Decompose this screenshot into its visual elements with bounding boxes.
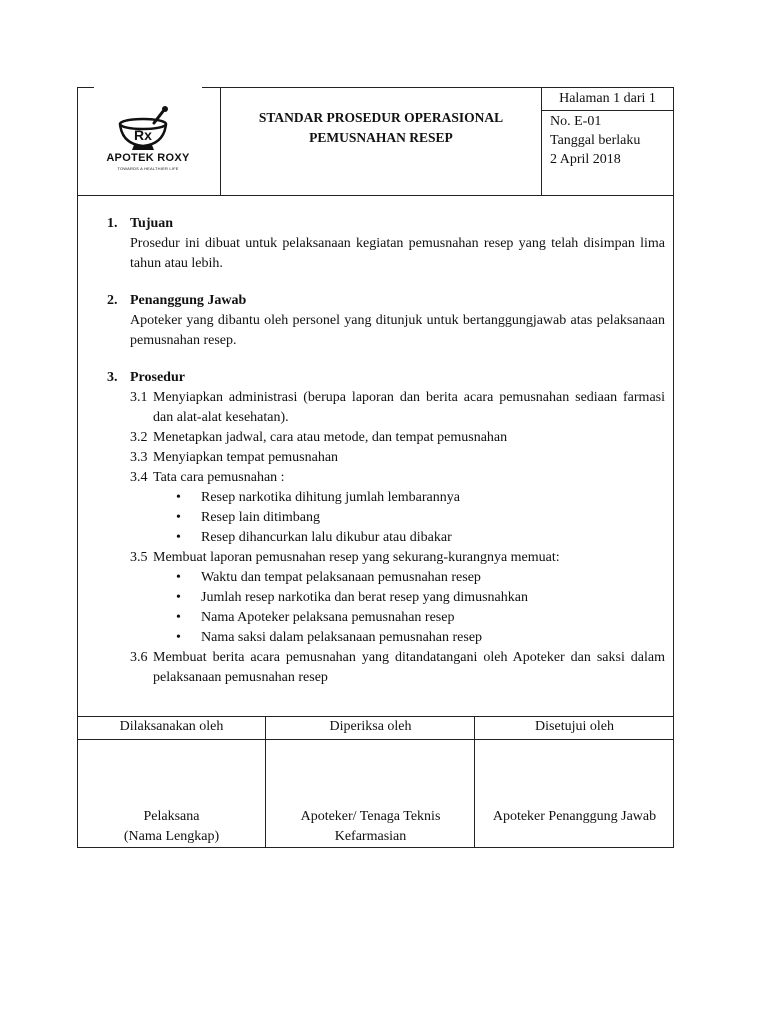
procedure-step bbox=[107, 548, 665, 568]
step-number: 3.5 bbox=[130, 550, 148, 565]
procedure-step bbox=[107, 468, 665, 488]
section-number: 3. bbox=[107, 370, 118, 385]
section-text: Prosedur ini dibuat untuk pelaksanaan kegiatan pemusnahan resep yang telah disimpan lima tahun atau lebih. bbox=[130, 236, 665, 271]
logo-brand: APOTEK ROXY bbox=[106, 152, 190, 164]
title-line-2: PEMUSNAHAN RESEP bbox=[309, 130, 453, 145]
list-item-text: Nama Apoteker pelaksana pemusnahan resep bbox=[201, 610, 455, 625]
mortar-pestle-logo-icon bbox=[78, 88, 220, 195]
section-heading bbox=[107, 291, 665, 311]
section-heading bbox=[107, 214, 665, 234]
signature-role: Pelaksana bbox=[143, 809, 200, 824]
list-item-text: Resep narkotika dihitung jumlah lembarannya bbox=[201, 490, 460, 505]
step-number: 3.2 bbox=[130, 430, 148, 445]
effective-label: Tanggal berlaku bbox=[550, 133, 641, 148]
procedure-step bbox=[107, 428, 665, 448]
signature-role: Apoteker/ Tenaga Teknis bbox=[300, 809, 441, 824]
section-number: 1. bbox=[107, 216, 118, 231]
procedure-step bbox=[107, 448, 665, 468]
procedure-step bbox=[107, 388, 665, 428]
page-info: Halaman 1 dari 1 bbox=[542, 88, 673, 111]
section-title: Tujuan bbox=[130, 216, 174, 231]
list-item-text: Waktu dan tempat pelaksanaan pemusnahan resep bbox=[201, 570, 481, 585]
list-item-text: Nama saksi dalam pelaksanaan pemusnahan resep bbox=[201, 630, 483, 645]
list-item bbox=[107, 528, 665, 548]
list-item-text: Resep lain ditimbang bbox=[201, 510, 320, 525]
section-text: Apoteker yang dibantu oleh personel yang ditunjuk untuk bertanggungjawab atas pelaksanaan pemusnahan resep. bbox=[130, 313, 665, 348]
document-content bbox=[107, 214, 665, 688]
doc-number: No. E-01 bbox=[550, 114, 602, 129]
list-item bbox=[107, 488, 665, 508]
step-number: 3.3 bbox=[130, 450, 148, 465]
section-heading bbox=[107, 368, 665, 388]
list-item-text: Resep dihancurkan lalu dikubur atau dibakar bbox=[201, 530, 452, 545]
title-line-1: STANDAR PROSEDUR OPERASIONAL bbox=[258, 110, 504, 125]
signature-column-reviewer bbox=[265, 717, 475, 847]
step-text: Menetapkan jadwal, cara atau metode, dan tempat pemusnahan bbox=[153, 430, 508, 445]
logo-cell bbox=[78, 88, 220, 195]
procedure-step bbox=[107, 648, 665, 688]
signature-table bbox=[77, 716, 674, 848]
signature-subrole: (Nama Lengkap) bbox=[123, 829, 220, 844]
list-item bbox=[107, 588, 665, 608]
signature-header: Dilaksanakan oleh bbox=[78, 717, 265, 740]
list-item bbox=[107, 628, 665, 648]
signature-role: Apoteker Penanggung Jawab bbox=[492, 809, 657, 824]
step-text: Menyiapkan administrasi (berupa laporan dan berita acara pemusnahan sediaan farmasi dan alat-alat kesehatan). bbox=[153, 390, 665, 425]
step-text: Menyiapkan tempat pemusnahan bbox=[153, 450, 339, 465]
step-text: Tata cara pemusnahan : bbox=[153, 470, 285, 485]
logo-tagline: TOWARDS A HEALTHIER LIFE bbox=[117, 166, 179, 171]
step-text: Membuat berita acara pemusnahan yang ditandatangani oleh Apoteker dan saksi dalam pelaksanaan pemusnahan resep bbox=[153, 650, 665, 685]
list-item bbox=[107, 508, 665, 528]
section-number: 2. bbox=[107, 293, 118, 308]
step-text: Membuat laporan pemusnahan resep yang sekurang-kurangnya memuat: bbox=[153, 550, 560, 565]
bullet-icon: • bbox=[176, 610, 181, 625]
signature-header: Disetujui oleh bbox=[475, 717, 674, 740]
svg-text:Rx: Rx bbox=[134, 127, 152, 143]
document-meta bbox=[542, 88, 673, 195]
signature-column-executor bbox=[78, 717, 265, 847]
document-title bbox=[221, 88, 541, 195]
signature-subrole: Kefarmasian bbox=[334, 829, 407, 844]
step-number: 3.1 bbox=[130, 390, 148, 405]
list-item bbox=[107, 568, 665, 588]
bullet-icon: • bbox=[176, 630, 181, 645]
list-item-text: Jumlah resep narkotika dan berat resep yang dimusnahkan bbox=[201, 590, 528, 605]
signature-column-approver bbox=[474, 717, 674, 847]
document-header bbox=[77, 87, 674, 196]
bullet-icon: • bbox=[176, 490, 181, 505]
section-title: Prosedur bbox=[130, 370, 185, 385]
section-title: Penanggung Jawab bbox=[130, 293, 247, 308]
step-number: 3.6 bbox=[130, 650, 148, 665]
bullet-icon: • bbox=[176, 590, 181, 605]
list-item bbox=[107, 608, 665, 628]
bullet-icon: • bbox=[176, 530, 181, 545]
step-number: 3.4 bbox=[130, 470, 148, 485]
bullet-icon: • bbox=[176, 570, 181, 585]
signature-header: Diperiksa oleh bbox=[266, 717, 475, 740]
bullet-icon: • bbox=[176, 510, 181, 525]
effective-date: 2 April 2018 bbox=[550, 152, 621, 167]
